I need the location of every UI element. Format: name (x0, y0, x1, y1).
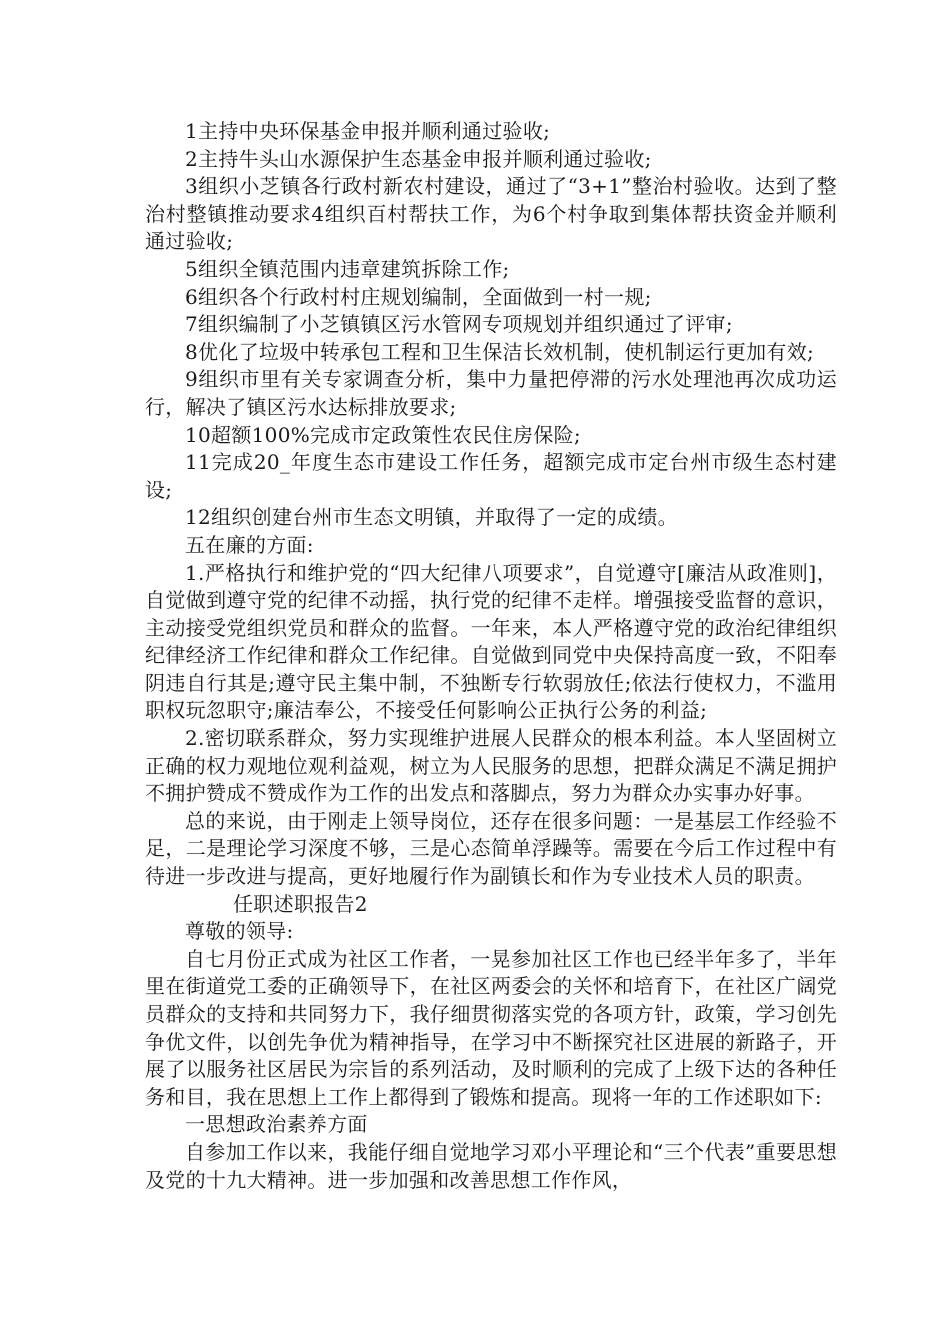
paragraph-item-11: 11完成20_年度生态市建设工作任务，超额完成市定台州市级生态村建设; (145, 450, 837, 502)
paragraph-item-2: 2主持牛头山水源保护生态基金申报并顺利通过验收; (185, 146, 652, 171)
report-title: 任职述职报告2 (233, 891, 368, 916)
paragraph-item-5: 5组织全镇范围内违章建筑拆除工作; (185, 256, 510, 281)
paragraph-summary: 总的来说，由于刚走上领导岗位，还存在很多问题：一是基层工作经验不足，二是理论学习深度不够，三是心态简单浮躁等。需要在今后工作过程中有待进一步改进与提高，更好地履行作为副镇长和作为专业技术人员的职责。 (145, 808, 837, 889)
section-heading-political: 一思想政治素养方面 (185, 1112, 368, 1137)
paragraph-political-study: 自参加工作以来，我能仔细自觉地学习邓小平理论和“三个代表”重要思想及党的十九大精神。进一步加强和改善思想工作作风， (145, 1139, 837, 1192)
paragraph-item-12: 12组织创建台州市生态文明镇，并取得了一定的成绩。 (185, 505, 678, 530)
paragraph-item-6: 6组织各个行政村村庄规划编制，全面做到一村一规; (185, 284, 652, 309)
section-heading-integrity: 五在廉的方面: (185, 532, 314, 557)
paragraph-item-10: 10超额100%完成市定政策性农民住房保险; (185, 422, 581, 447)
salutation: 尊敬的领导: (185, 919, 294, 944)
paragraph-masses: 2.密切联系群众，努力实现维护进展人民群众的根本利益。本人坚固树立正确的权力观地位观利益观，树立为人民服务的思想，把群众满足不满足拥护不拥护赞成不赞成作为工作的出发点和落脚点，努力为群众办实事办好事。 (145, 726, 837, 806)
paragraph-item-9: 9组织市里有关专家调查分析，集中力量把停滞的污水处理池再次成功运行，解决了镇区污水达标排放要求; (145, 367, 837, 419)
paragraph-discipline: 1.严格执行和维护党的“四大纪律八项要求”，自觉遵守[廉洁从政准则]，自觉做到遵守党的纪律不动摇，执行党的纪律不走样。增强接受监督的意识，主动接受党组织党员和群众的监督。一年来，本人严格遵守党的政治纪律组织纪律经济工作纪律和群众工作纪律。自觉做到同党中央保持高度一致，不阳奉阴违自行其是;遵守民主集中制，不独断专行软弱放任;依法行使权力，不滥用职权玩忽职守;廉洁奉公，不接受任何影响公正执行公务的利益; (145, 560, 837, 723)
paragraph-intro: 自七月份正式成为社区工作者，一晃参加社区工作也已经半年多了，半年里在街道党工委的正确领导下，在社区两委会的关怀和培育下，在社区广阔党员群众的支持和共同努力下，我仔细贯彻落实党的各项方针，政策，学习创先争优文件，以创先争优为精神指导，在学习中不断探究社区进展的新路子，开展了以服务社区居民为宗旨的系列活动，及时顺利的完成了上级下达的各种任务和目，我在思想上工作上都得到了锻炼和提高。现将一年的工作述职如下: (145, 946, 837, 1109)
paragraph-item-3: 3组织小芝镇各行政村新农村建设，通过了“3+1”整治村验收。达到了整治村整镇推动要求4组织百村帮扶工作，为6个村争取到集体帮扶资金并顺利通过验收; (145, 174, 837, 254)
paragraph-item-1: 1主持中央环保基金申报并顺利通过验收; (185, 119, 551, 143)
paragraph-item-8: 8优化了垃圾中转承包工程和卫生保洁长效机制，使机制运行更加有效; (185, 339, 815, 364)
paragraph-item-7: 7组织编制了小芝镇镇区污水管网专项规划并组织通过了评审; (185, 312, 733, 337)
document-body (145, 118, 837, 1194)
